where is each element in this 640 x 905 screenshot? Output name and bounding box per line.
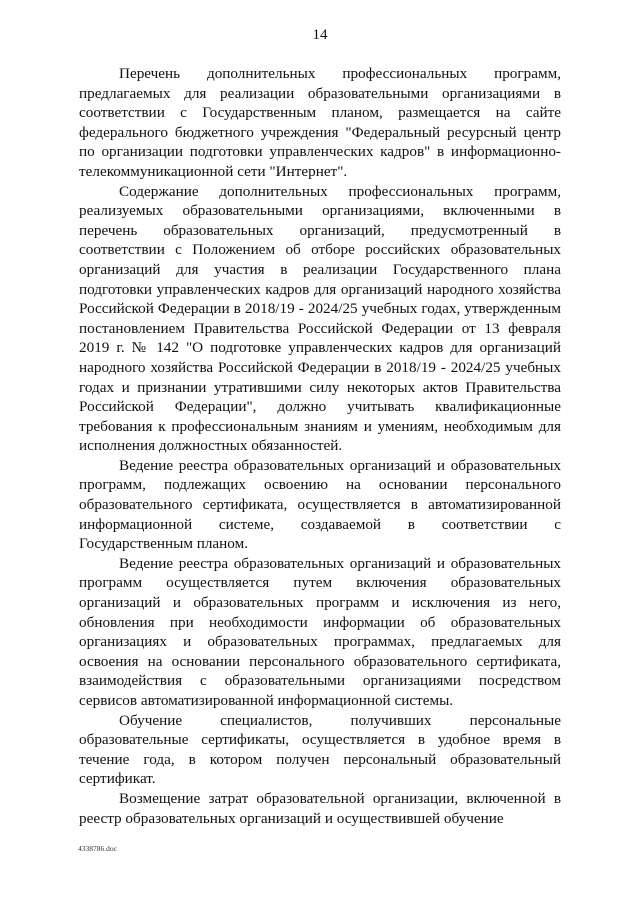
paragraph-registry-maintenance: Ведение реестра образовательных организаций и образовательных программ осуществляется путем включения образовательных организаций и образовательных программ и исключения из него, обновления при необходимости информации об образовательных организациях и образовательных программах, предлагаемых для освоения на основании персонального образовательного сертификата, взаимодействия с образовательными организациями посредством сервисов автоматизированной информационной системы. <box>79 554 561 709</box>
page-number: 14 <box>312 27 328 43</box>
paragraph-training-timing: Обучение специалистов, получивших персональные образовательные сертификаты, осуществляется в удобное время в течение года, в котором получен персональный образовательный сертификат. <box>79 711 561 788</box>
paragraph-registry-system: Ведение реестра образовательных организаций и образовательных программ, подлежащих освоению на основании персонального образовательного сертификата, осуществляется в автоматизированной информационной системе, создаваемой в соответствии с Государственным планом. <box>79 456 561 553</box>
paragraph-program-content: Содержание дополнительных профессиональных программ, реализуемых образовательными организациями, включенными в перечень образовательных организаций, предусмотренный в соответствии с Положением об отборе российских образовательных организаций для участия в реализации Государственного плана подготовки управленческих кадров для организаций народного хозяйства Российской Федерации в 2018/19 - 2024/25 учебных годах, утвержденным постановлением Правительства Российской Федерации от 13 февраля 2019 г. № 142 "О подготовке управленческих кадров для организаций народного хозяйства Российской Федерации в 2018/19 - 2024/25 учебных годах и признании утратившими силу некоторых актов Правительства Российской Федерации", должно учитывать квалификационные требования к профессиональным знаниям и умениям, необходимым для исполнения должностных обязанностей. <box>79 182 561 455</box>
document-file-code: 4338786.doc <box>78 844 117 853</box>
paragraph-program-list: Перечень дополнительных профессиональных программ, предлагаемых для реализации образовательными организациями в соответствии с Государственным планом, размещается на сайте федерального бюджетного учреждения "Федеральный ресурсный центр по организации подготовки управленческих кадров" в информационно-телекоммуникационной сети "Интернет". <box>79 65 561 180</box>
document-body <box>79 64 561 828</box>
paragraph-cost-reimbursement: Возмещение затрат образовательной организации, включенной в реестр образовательных организаций и осуществившей обучение <box>79 789 561 827</box>
